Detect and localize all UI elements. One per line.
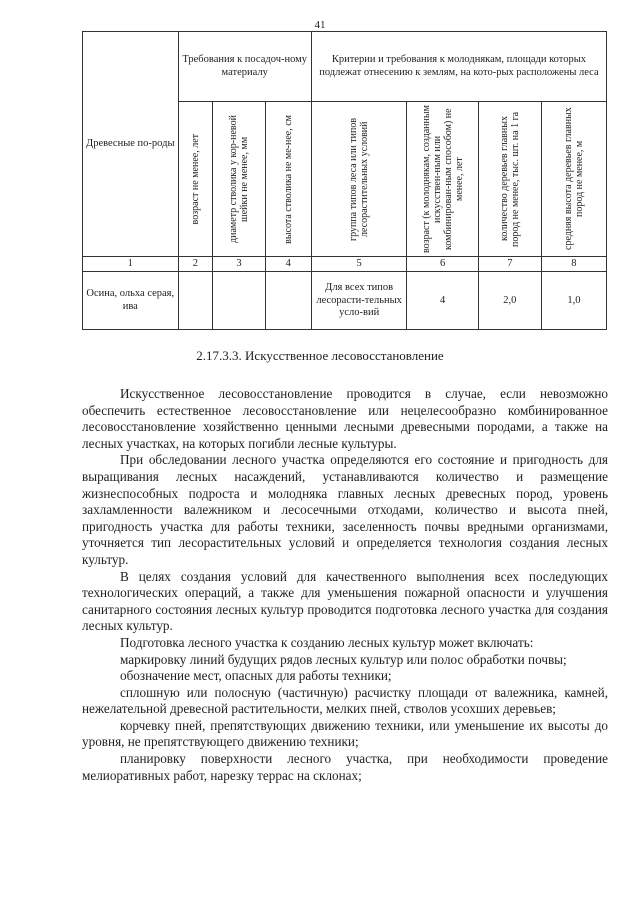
section-title: 2.17.3.3. Искусственное лесовосстановление <box>196 348 444 363</box>
paragraph: Искусственное лесовосстановление проводится в случае, если невозможно обеспечить естественное лесовосстановление или нецелесообразно комбинированное лесовосстановление хозяйственно ценными лесными древесными породами, а также на лесных участках, на которых погибли лесные культуры. <box>82 386 608 451</box>
paragraph: планировку поверхности лесного участка, при необходимости проведение мелиоративных работ, нарезку террас на склонах; <box>82 751 608 783</box>
column-number: 7 <box>478 257 541 272</box>
column-number: 3 <box>213 257 266 272</box>
column-number: 1 <box>83 257 179 272</box>
paragraph: корчевку пней, препятствующих движению техники, или уменьшение их высоты до уровня, не препятствующего движению техники; <box>82 717 608 750</box>
column-number: 4 <box>265 257 311 272</box>
column-number: 5 <box>311 257 407 272</box>
mean-height-cell: 1,0 <box>541 272 606 330</box>
tree-count-header: количество деревьев главных пород не менее, тыс. шт. на 1 га <box>478 102 541 257</box>
paragraph: Подготовка лесного участка к созданию лесных культур может включать: <box>120 634 534 650</box>
column-number: 6 <box>407 257 478 272</box>
forest-type-cell: Для всех типов лесорасти-тельных усло-вий <box>311 272 407 330</box>
column-number: 8 <box>541 257 606 272</box>
tree-count-cell: 2,0 <box>478 272 541 330</box>
species-cell: Осина, ольха серая, ива <box>83 272 179 330</box>
height-cell <box>265 272 311 330</box>
paragraph: При обследовании лесного участка определяются его состояние и пригодность для выращивания лесных насаждений, устанавливаются количество и размещение жизнеспособных подроста и молодняка главных лесных древесных пород, уровень захламленности валежником и лесосечными отходами, количество и высота пней, пригодность участка для работы техники, заселенность почвы вредными организмами, уточняется тип лесорастительных условий и определяется технология создания лесных культур. <box>82 452 608 567</box>
age-min-header: возраст не менее, лет <box>178 102 213 257</box>
diameter-cell <box>213 272 266 330</box>
species-requirements-table <box>82 31 607 330</box>
age-cell <box>178 272 213 330</box>
paragraph: обозначение мест, опасных для работы техники; <box>120 668 392 684</box>
paragraph: маркировку линий будущих рядов лесных культур или полос обработки почвы; <box>120 651 567 667</box>
table-row <box>83 272 607 330</box>
stem-height-header: высота стволика не ме-нее, см <box>265 102 311 257</box>
young-stand-criteria-header: Критерии и требования к молоднякам, площади которых подлежат отнесению к землям, на кото-рых расположены леса <box>311 32 606 102</box>
species-header: Древесные по-роды <box>83 32 179 257</box>
page-number: 41 <box>314 19 326 31</box>
column-number-row <box>83 257 607 272</box>
paragraph: В целях создания условий для качественного выполнения всех последующих технологических операций, а также для уменьшения пожарной опасности и улучшения санитарного состояния лесных культур проводится подготовка лесного участка для создания лесных культур. <box>82 568 608 634</box>
forest-type-group-header: группа типов леса или типов лесорастительных условий <box>311 102 407 257</box>
paragraph: сплошную или полосную (частичную) расчистку площади от валежника, камней, нежелательной древесной растительности, мелких пней, стволов усохших деревьев; <box>82 684 608 717</box>
mean-height-header: средняя высота деревьев главных пород не менее, м <box>541 102 606 257</box>
stem-diameter-header: диаметр стволика у кор-невой шейки не менее, мм <box>213 102 266 257</box>
body-text <box>82 386 608 784</box>
column-number: 2 <box>178 257 213 272</box>
young-age-cell: 4 <box>407 272 478 330</box>
planting-material-header: Требования к посадоч-ному материалу <box>178 32 311 102</box>
young-stand-age-header: возраст (к молоднякам, созданным искусствен-ным или комбинирован-ным способом) не менее, лет <box>407 102 478 257</box>
